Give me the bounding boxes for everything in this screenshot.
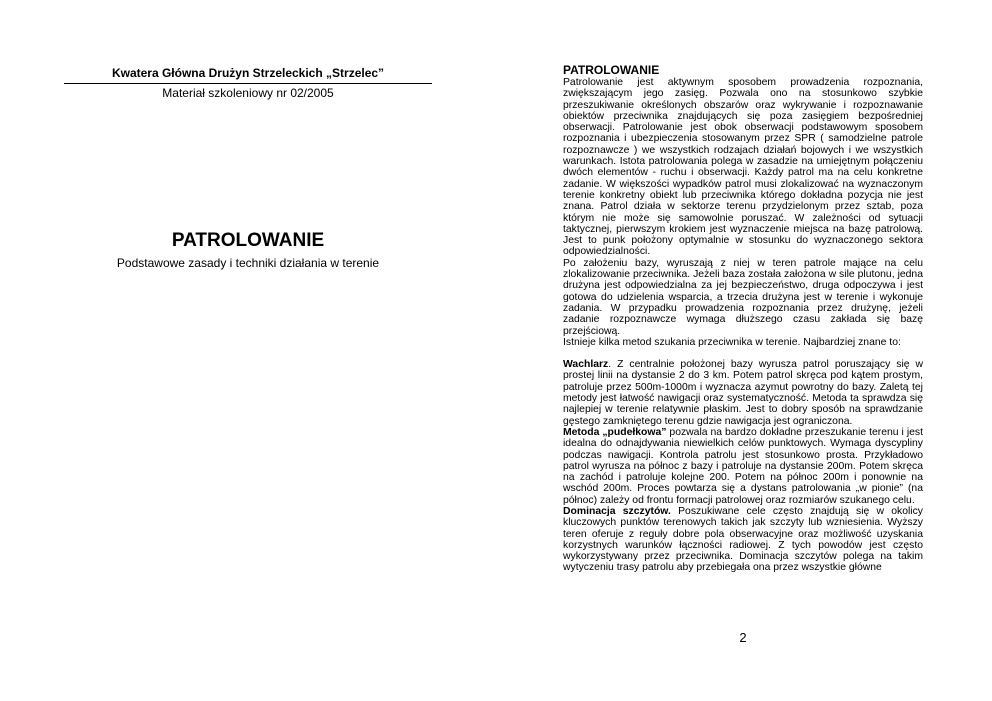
material-number: Materiał szkoleniowy nr 02/2005 [162,86,334,100]
section-heading: PATROLOWANIE [563,63,660,77]
page-number: 2 [739,630,747,645]
organization-header: Kwatera Główna Drużyn Strzeleckich „Strzelec” [64,66,432,84]
method-text: pozwala na bardzo dokładne przeszukanie terenu i jest idealna do odnajdywania niewielkich celów punktowych. Wymaga dyscypliny podczas nawigacji. Kontrola patrolu jest stosunkowo prosta. Przykładowo patrol wyrusza na północ z bazy i patroluje na dystansie 200m. Potem skręca na zachód i patroluje kolejne 200. Potem na północ 200m i ponownie na wschód 200m. Proces powtarza się a dystans patrolowania „w pionie” (na północ) zależy od frontu formacji patrolowej oraz rozmiarów szukanego celu. [563,426,924,506]
paragraph-intro: Patrolowanie jest aktywnym sposobem prowadzenia rozpoznania, zwiększającym jego zasięg. Pozwala ono na stosunkowo szybkie przeszukiwanie określonych obszarów oraz wykrywanie i rozpoznawanie obiektów przeciwnika znajdujących się poza zasięgiem bezpośredniej obserwacji. Patrolowanie jest obok obserwacji podstawowym sposobem rozpoznania i ubezpieczenia stosowanym przez SPR ( samodzielne patrole rozpoznawcze ) we wszystkich rodzajach działań bojowych i we wszystkich warunkach. Istota patrolowania polega w zasadzie na umiejętnym połączeniu dwóch elementów - ruchu i obserwacji. Każdy patrol ma na celu konkretne zadanie. W większości wypadków patrol musi zlokalizować na wyznaczonym terenie konkretny obiekt lub przeciwnika którego dokładna pozycja nie jest znana. Patrol działa w sektorze terenu przydzielonym przez sztab, poza którym nie może się samowolnie poruszać. W zależności od sytuacji taktycznej, pierwszym krokiem jest wyznaczenie miejsca na bazę patrolową. Jest to punk położony optymalnie w stosunku do wyznaczonego sektora odpowiedzialności. [563,77,923,258]
method-box [563,427,923,506]
spacer [563,348,923,359]
document-title: PATROLOWANIE [171,230,325,251]
method-name: Wachlarz [563,359,609,371]
document-subtitle: Podstawowe zasady i techniki działania w terenie [116,256,380,270]
paragraph-base: Po założeniu bazy, wyruszają z niej w teren patrole mające na celu zlokalizowanie przeciwnika. Jeżeli baza została założona w sile plutonu, jedna drużyna jest odpowiedzialna za jej bezpieczeństwo, druga odpoczywa i jest gotowa do udzielenia wsparcia, a trzecia drużyna jest w terenie i wykonuje zadania. W przypadku prowadzenia rozpoznania przez drużynę, jeżeli zadanie rozpoznawcze wymaga dłuższego czasu zakłada się bazę przejściową. [563,257,923,337]
method-fan [563,359,923,427]
right-page-text [563,64,923,574]
paragraph-methods-intro: Istnieje kilka metod szukania przeciwnika w terenie. Najbardziej znane to: [563,336,901,348]
method-text: Poszukiwane cele często znajdują się w okolicy kluczowych punktów terenowych takich jak szczyty lub wzniesienia. Wyższy teren oferuje z reguły dobre pola obserwacyjne oraz możliwość uzyskania korzystnych warunków łączności radiowej. Z tych powodów jest często wykorzystywany przez przeciwnika. Dominacja szczytów polega na takim wytyczeniu trasy patrolu aby przebiegała ona przez wszystkie główne [563,505,923,574]
method-summits [563,506,923,574]
method-name: Dominacja szczytów. [563,505,671,517]
method-name: Metoda „pudełkowa” [563,426,667,438]
method-text: . Z centralnie położonej bazy wyrusza patrol poruszający się w prostej linii na dystansie 2 do 3 km. Potem patrol skręca pod kątem prostym, patroluje przez 500m-1000m i wyznacza azymut powrotny do bazy. Zaletą tej metody jest łatwość nawigacji oraz systematyczność. Metoda ta sprawdza się najlepiej w terenie relatywnie płaskim. Jest to dobry sposób na sprawdzanie gęstego zamkniętego terenu gdzie nawigacja jest ograniczona. [563,359,923,427]
